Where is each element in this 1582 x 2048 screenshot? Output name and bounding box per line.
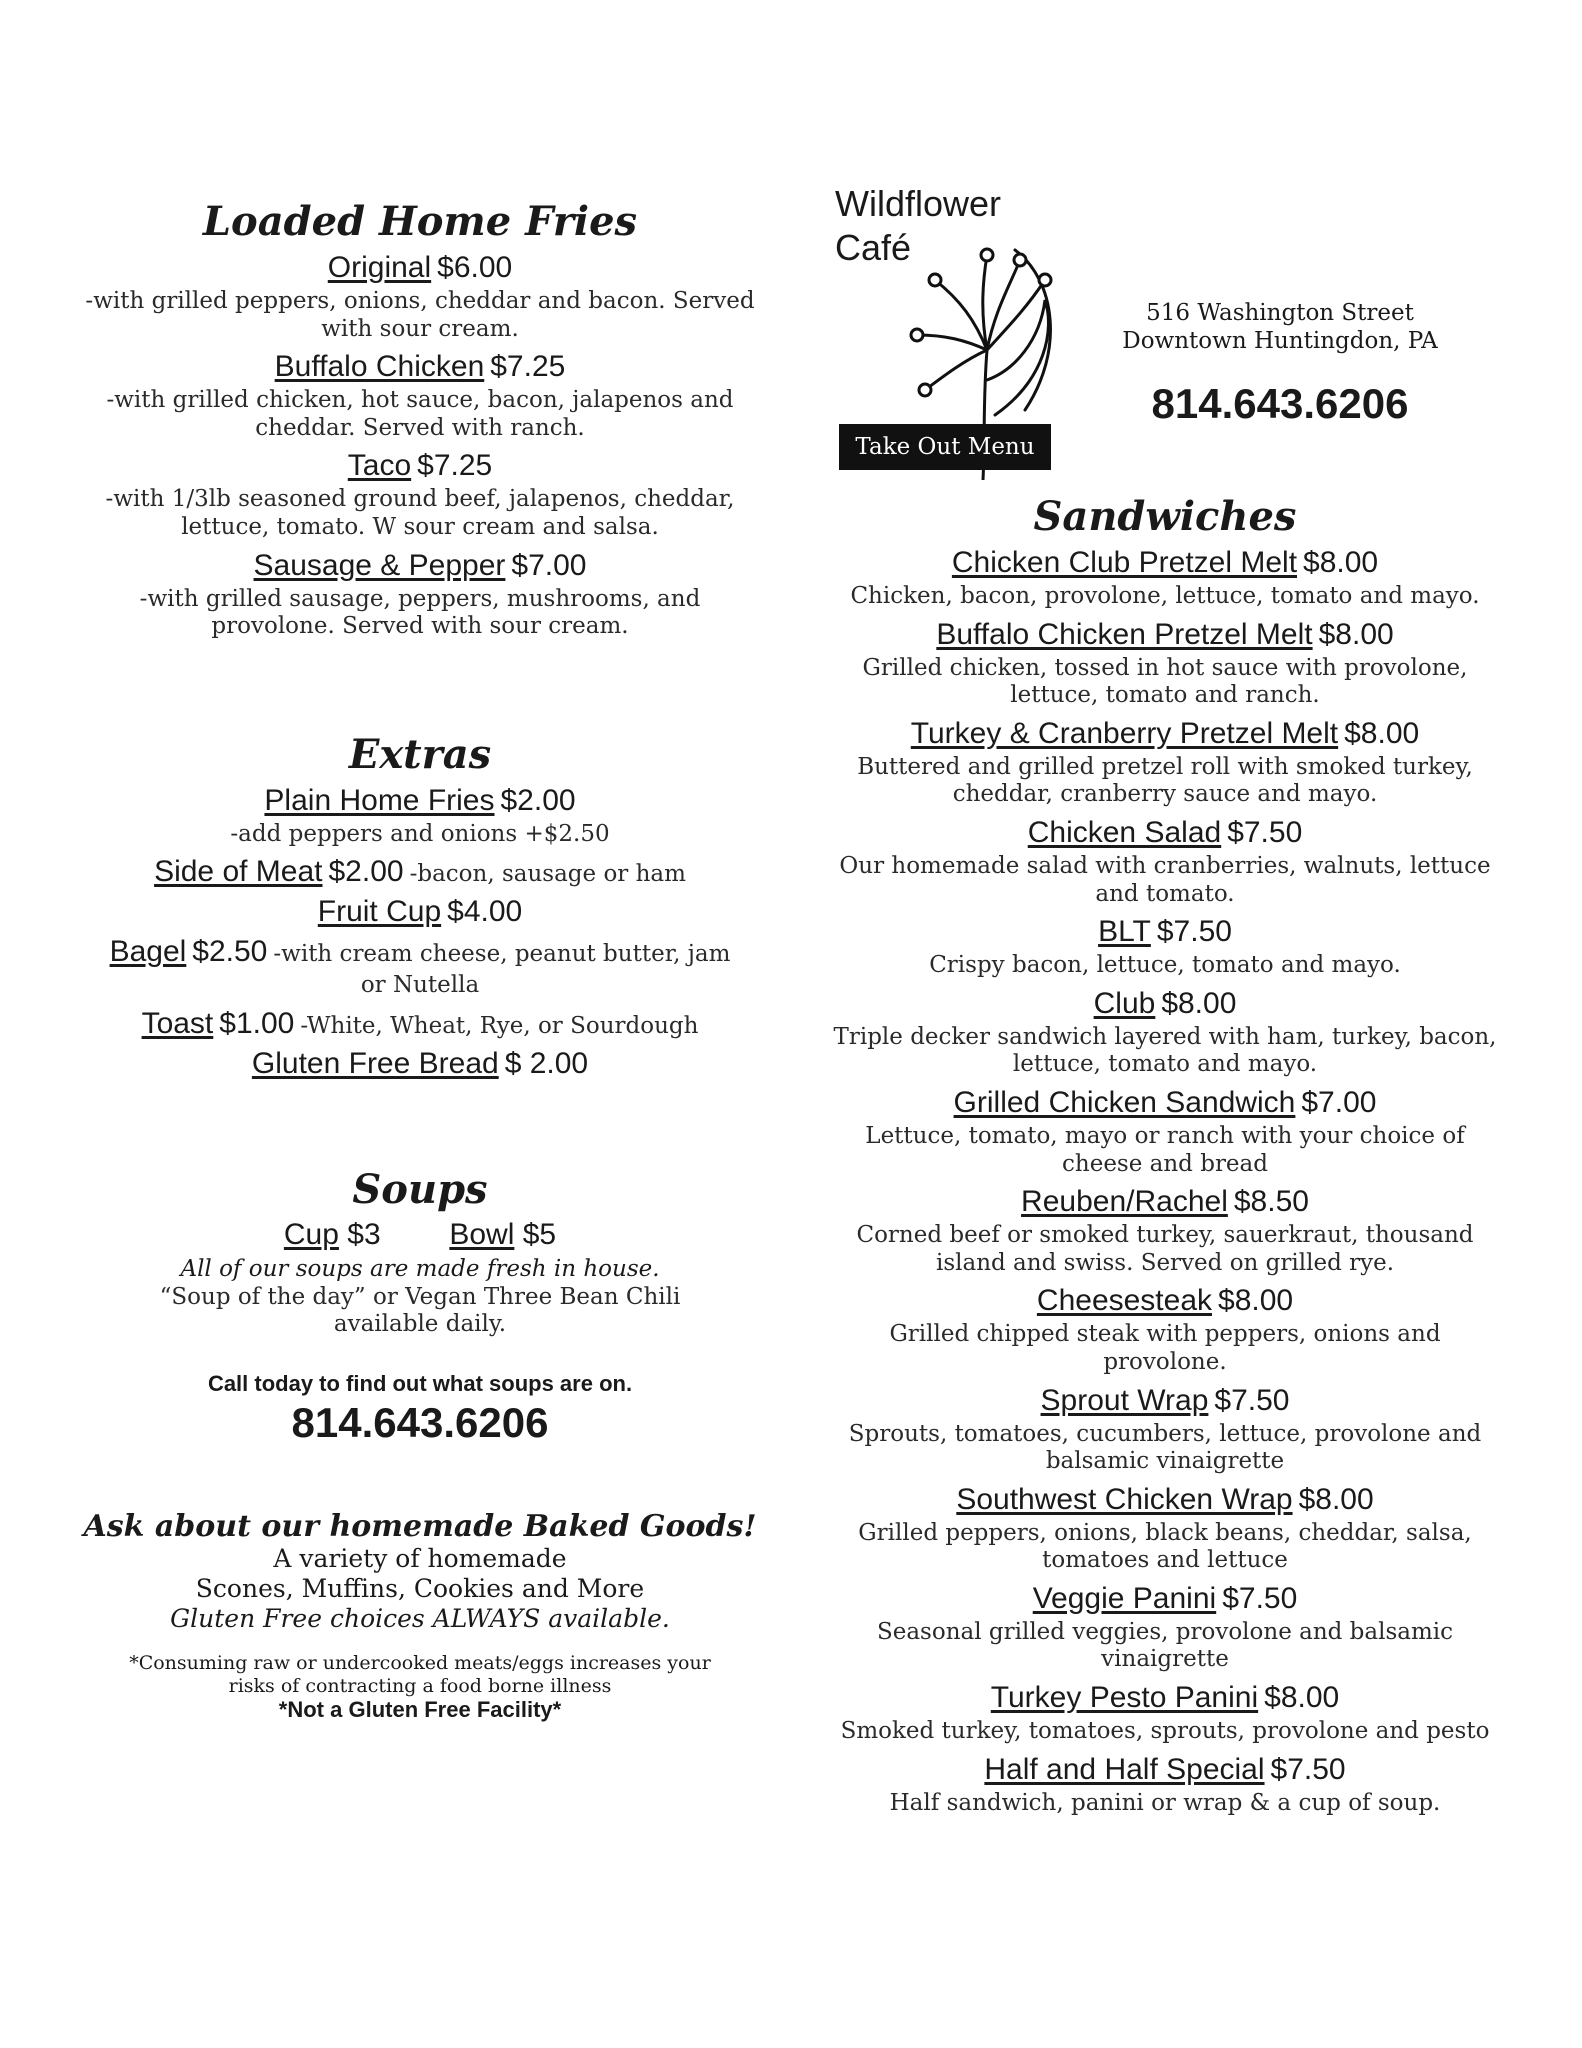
menu-item-name: Plain Home Fries: [264, 783, 495, 817]
menu-item-name: Southwest Chicken Wrap: [956, 1482, 1293, 1516]
menu-item-description: -add peppers and onions +$2.50: [230, 820, 610, 847]
menu-item-price: $8.00: [1264, 1681, 1340, 1715]
bowl-price: $5: [522, 1217, 557, 1251]
menu-item-note: -with cream cheese, peanut butter, jam: [273, 941, 731, 968]
menu-item-name: Fruit Cup: [317, 895, 442, 929]
bowl-label: Bowl: [449, 1217, 515, 1251]
baked-goods-line1: A variety of homemade: [273, 1543, 567, 1573]
menu-item-price: $8.00: [1161, 986, 1237, 1020]
menu-item-price: $2.00: [500, 783, 576, 817]
menu-item-name: Chicken Club Pretzel Melt: [951, 546, 1298, 579]
call-today-text: Call today to find out what soups are on.: [207, 1370, 633, 1396]
phone-number: 814.643.6206: [1151, 380, 1409, 427]
menu-item-name: Taco: [347, 449, 412, 483]
menu-item-description: Grilled chipped steak with peppers, onions and provolone.: [889, 1321, 1441, 1375]
menu-item-description: Sprouts, tomatoes, cucumbers, lettuce, provolone and balsamic vinaigrette: [848, 1420, 1482, 1475]
right-column: [825, 495, 1505, 1823]
baked-goods-line2: Scones, Muffins, Cookies and More: [195, 1573, 645, 1603]
menu-item-name: Bagel: [109, 935, 187, 969]
menu-item-description: -with grilled chicken, hot sauce, bacon, jalapenos and cheddar. Served with ranch.: [106, 387, 734, 441]
menu-item-name: Gluten Free Bread: [251, 1046, 499, 1080]
menu-item-price: $8.00: [1218, 1284, 1294, 1318]
menu-item-description: Smoked turkey, tomatoes, sprouts, provolone and pesto: [840, 1718, 1490, 1745]
menu-item-price: $8.00: [1344, 716, 1420, 750]
menu-item-name: Turkey & Cranberry Pretzel Melt: [910, 716, 1339, 750]
menu-item-description: Triple decker sandwich layered with ham, turkey, bacon, lettuce, tomato and mayo.: [833, 1023, 1497, 1078]
menu-item-price: $7.25: [490, 350, 566, 384]
menu-item: [80, 894, 760, 930]
menu-item-price: $7.50: [1270, 1752, 1346, 1786]
disclaimer-line2: risks of contracting a food borne illness: [228, 1674, 612, 1697]
address-line1: 516 Washington Street: [1146, 300, 1414, 326]
disclaimer-line3: *Not a Gluten Free Facility*: [278, 1697, 562, 1723]
menu-item: [825, 545, 1505, 581]
menu-item: [825, 1184, 1505, 1220]
soup-prices: [80, 1218, 760, 1252]
address: [1090, 300, 1470, 355]
menu-item-name: Grilled Chicken Sandwich: [953, 1085, 1296, 1119]
menu-item-description: -with grilled sausage, peppers, mushrooms, and provolone. Served with sour cream.: [139, 585, 701, 640]
menu-item: [825, 617, 1505, 653]
menu-item-description: Crispy bacon, lettuce, tomato and mayo.: [929, 952, 1401, 979]
menu-item-price: $6.00: [437, 251, 513, 284]
menu-item-price: $7.50: [1227, 815, 1303, 849]
menu-item: [825, 1283, 1505, 1319]
menu-item-name: Toast: [141, 1006, 214, 1040]
menu-item: [80, 349, 760, 385]
menu-item: [825, 1680, 1505, 1716]
menu-item-price: $7.50: [1156, 915, 1232, 949]
menu-item: [825, 1482, 1505, 1518]
extras-list: [80, 783, 760, 1082]
baked-goods-title: Ask about our homemade Baked Goods!: [83, 1508, 757, 1544]
menu-item-name: Club: [1093, 986, 1156, 1020]
menu-item: [825, 1752, 1505, 1788]
menu-item-price: $8.00: [1303, 546, 1379, 579]
menu-item-description: Our homemade salad with cranberries, walnuts, lettuce and tomato.: [839, 852, 1491, 907]
menu-item-name: BLT: [1098, 915, 1151, 949]
menu-item-price: $4.00: [447, 895, 523, 929]
menu-item: [80, 448, 760, 484]
menu-item-description: -with grilled peppers, onions, cheddar and bacon. Served with sour cream.: [85, 288, 755, 342]
menu-item: [825, 815, 1505, 851]
menu-item-price: $8.00: [1298, 1482, 1374, 1516]
menu-item-name: Chicken Salad: [1027, 815, 1222, 849]
menu-item-price: $2.00: [328, 855, 404, 889]
loaded-home-fries-list: [80, 250, 760, 641]
menu-item-description: or Nutella: [360, 972, 480, 999]
menu-item-price: $1.00: [219, 1006, 295, 1040]
menu-item: [80, 1046, 760, 1082]
menu-item-name: Reuben/Rachel: [1021, 1185, 1228, 1219]
menu-item-name: Half and Half Special: [984, 1752, 1265, 1786]
menu-item-description: Grilled chicken, tossed in hot sauce with provolone, lettuce, tomato and ranch.: [862, 654, 1468, 709]
menu-item-price: $7.00: [511, 548, 587, 582]
address-line2: Downtown Huntingdon, PA: [1122, 327, 1438, 354]
menu-item-price: $ 2.00: [504, 1046, 589, 1080]
left-column: [80, 200, 760, 1723]
soup-note-line1: All of our soups are made fresh in house.: [180, 1255, 660, 1282]
menu-item-price: $7.00: [1301, 1085, 1377, 1119]
cafe-name-line2: Café: [835, 227, 912, 268]
menu-item-description: Chicken, bacon, provolone, lettuce, tomato and mayo.: [850, 583, 1480, 609]
menu-item: [825, 914, 1505, 950]
menu-item: [825, 986, 1505, 1022]
baked-goods-line3: Gluten Free choices ALWAYS available.: [170, 1603, 670, 1633]
menu-item-name: Sprout Wrap: [1040, 1383, 1209, 1417]
menu-item: [80, 548, 760, 584]
menu-item-note: -bacon, sausage or ham: [409, 861, 686, 888]
menu-item-description: Buttered and grilled pretzel roll with smoked turkey, cheddar, cranberry sauce and mayo.: [857, 753, 1473, 808]
menu-item-price: $8.50: [1233, 1185, 1309, 1219]
menu-item: [825, 1581, 1505, 1617]
soup-note-line2: “Soup of the day” or Vegan Three Bean Chili: [159, 1283, 681, 1310]
menu-item-name: Sausage & Pepper: [253, 548, 506, 582]
section-title-sandwiches: Sandwiches: [1033, 493, 1297, 540]
disclaimer-line1: *Consuming raw or undercooked meats/eggs increases your: [129, 1651, 711, 1674]
cafe-name-line1: Wildflower: [835, 183, 1002, 224]
menu-item-name: Turkey Pesto Panini: [990, 1681, 1259, 1715]
menu-item-description: Half sandwich, panini or wrap & a cup of soup.: [889, 1789, 1441, 1816]
menu-item: [825, 1085, 1505, 1121]
menu-item-price: $7.50: [1214, 1383, 1290, 1417]
menu-item-name: Veggie Panini: [1032, 1581, 1217, 1615]
cafe-logo: [835, 180, 1070, 480]
section-title-soups: Soups: [352, 1165, 488, 1213]
menu-item-description: Corned beef or smoked turkey, sauerkraut, thousand island and swiss. Served on grilled rye.: [856, 1222, 1474, 1276]
section-title-extras: Extras: [348, 730, 492, 778]
menu-item-description: -with 1/3lb seasoned ground beef, jalapenos, cheddar, lettuce, tomato. W sour cream and salsa.: [105, 486, 735, 540]
menu-item-name: Buffalo Chicken Pretzel Melt: [936, 617, 1313, 651]
cup-label: Cup: [283, 1217, 339, 1251]
menu-item-description: Seasonal grilled veggies, provolone and balsamic vinaigrette: [876, 1618, 1454, 1673]
menu-item-description: Grilled peppers, onions, black beans, cheddar, salsa, tomatoes and lettuce: [858, 1519, 1472, 1574]
menu-item-price: $7.25: [417, 449, 493, 483]
menu-item-price: $7.50: [1222, 1581, 1298, 1615]
section-title-loaded-home-fries: Loaded Home Fries: [202, 198, 638, 245]
menu-item-price: $8.00: [1318, 617, 1394, 651]
menu-item: [80, 783, 760, 819]
menu-item-name: Buffalo Chicken: [274, 350, 485, 384]
take-out-menu-label: Take Out Menu: [839, 424, 1051, 470]
menu-item-name: Side of Meat: [154, 855, 323, 889]
menu-item-note: -White, Wheat, Rye, or Sourdough: [300, 1012, 699, 1039]
menu-item: [80, 250, 760, 286]
menu-item: [80, 1006, 760, 1042]
sandwiches-list: [825, 545, 1505, 1817]
menu-item-name: Cheesesteak: [1036, 1284, 1213, 1318]
menu-item: [80, 854, 760, 890]
menu-item-price: $2.50: [192, 935, 268, 969]
soup-note-line3: available daily.: [333, 1311, 507, 1338]
menu-item: [80, 934, 760, 970]
menu-item-name: Original: [327, 251, 432, 284]
soup-phone-number: 814.643.6206: [291, 1398, 549, 1446]
menu-item-description: Lettuce, tomato, mayo or ranch with your choice of cheese and bread: [865, 1122, 1465, 1177]
cup-price: $3: [347, 1217, 381, 1251]
menu-item: [825, 716, 1505, 752]
menu-item: [825, 1383, 1505, 1419]
